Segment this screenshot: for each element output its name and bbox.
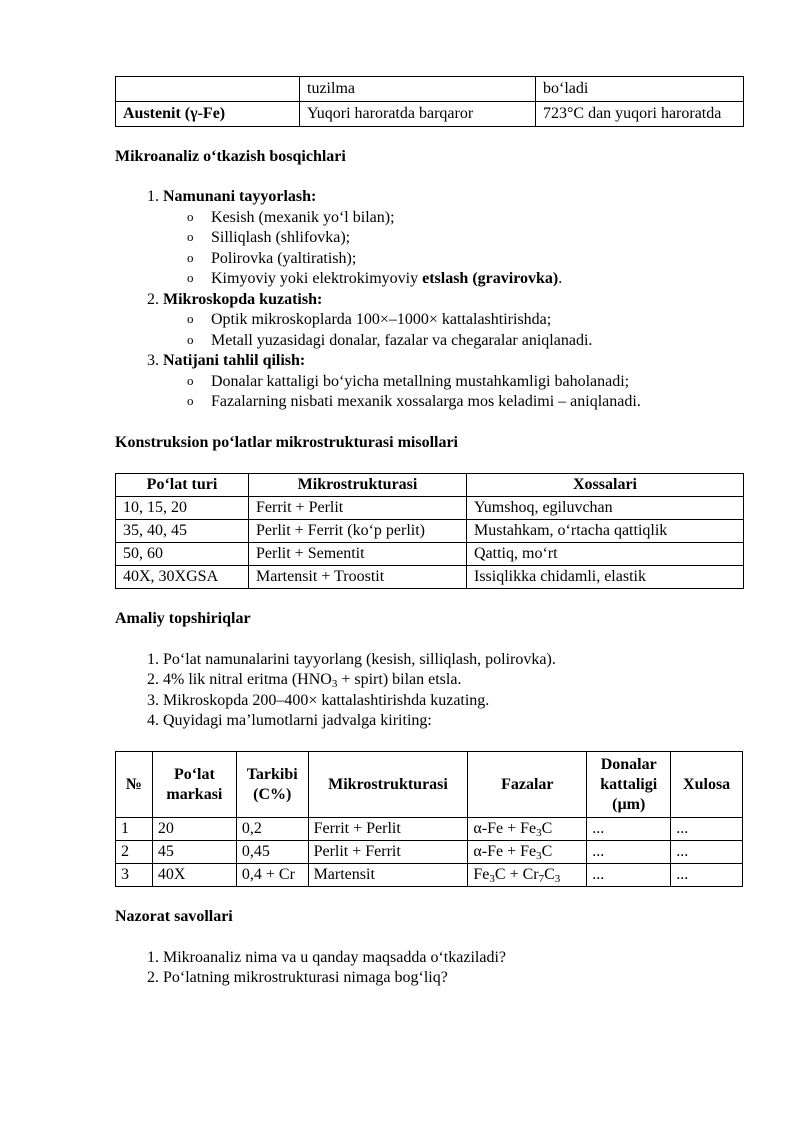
table-cell: Martensit: [308, 864, 468, 887]
table-row: [116, 841, 743, 864]
list-item: [163, 290, 743, 351]
table-cell: [116, 77, 300, 102]
list-item: 2. Po‘latning mikrostrukturasi nimaga bog‘liq?: [163, 968, 743, 988]
subscript: 3: [554, 873, 561, 886]
table-cell: Yuqori haroratda barqaror: [300, 102, 536, 127]
table-cell: bo‘ladi: [536, 77, 744, 102]
subscript: 3: [489, 873, 495, 886]
table-row: [116, 543, 744, 566]
text: 4% lik nitral eritma (HNO: [163, 671, 332, 689]
table-header-row: [116, 474, 744, 497]
table-cell: 20: [152, 818, 236, 841]
table-cell: 0,45: [236, 841, 308, 864]
table-cell: ...: [671, 864, 743, 887]
list-item: o Metall yuzasidagi donalar, fazalar va chegaralar aniqlanadi.: [187, 331, 743, 351]
table-cell: 40X, 30XGSA: [116, 566, 249, 589]
document-page: [115, 76, 743, 989]
text: + spirt) bilan etsla.: [337, 671, 462, 689]
text: α-Fe + Fe: [473, 820, 537, 838]
table-cell: Qattiq, mo‘rt: [467, 543, 744, 566]
table-row: [116, 77, 744, 102]
table-row: [116, 864, 743, 887]
list-item: [163, 351, 743, 412]
austenite-table: [115, 76, 744, 127]
table-cell: 3: [116, 864, 153, 887]
subscript: 3: [536, 850, 542, 863]
list-item: 1. Mikroanaliz nima va u qanday maqsadda o‘tkaziladi?: [163, 948, 743, 968]
table-cell: ...: [671, 818, 743, 841]
section-heading: Mikroanaliz o‘tkazish bosqichlari: [115, 148, 346, 165]
text: Fe: [473, 866, 490, 884]
list-item: o Polirovka (yaltiratish);: [187, 249, 743, 269]
sub-list: [163, 372, 743, 413]
table-cell: 40X: [152, 864, 236, 887]
table-cell: 45: [152, 841, 236, 864]
table-row: [116, 520, 744, 543]
column-header: Fazalar: [468, 752, 587, 818]
table-cell: Ferrit + Perlit: [249, 497, 467, 520]
subscript: 3: [536, 827, 542, 840]
section-heading: Nazorat savollari: [115, 908, 233, 926]
column-header: Mikrostrukturasi: [308, 752, 468, 818]
section-heading: Amaliy topshiriqlar: [115, 610, 251, 628]
column-header: №: [116, 752, 153, 818]
sub-list: [163, 310, 743, 351]
table-row: [116, 818, 743, 841]
table-cell: 0,2: [236, 818, 308, 841]
list-item: o Donalar kattaligi bo‘yicha metallning mustahkamligi baholanadi;: [187, 372, 743, 392]
tasks-list: [115, 650, 743, 732]
list-item: 1. Po‘lat namunalarini tayyorlang (kesish, silliqlash, polirovka).: [163, 650, 743, 670]
text: C + Cr: [494, 866, 539, 884]
table-cell: Austenit (γ-Fe): [116, 102, 300, 127]
table-header-row: [116, 752, 743, 818]
table-cell: ...: [587, 841, 671, 864]
step-title: Mikroskopda kuzatish:: [163, 290, 323, 308]
list-item: [163, 187, 743, 289]
table-cell: Ferrit + Perlit: [308, 818, 468, 841]
table-cell: [468, 818, 587, 841]
questions-list: [115, 948, 743, 989]
text: C: [544, 866, 555, 884]
table-cell: ...: [587, 818, 671, 841]
column-header: Po‘lat turi: [116, 474, 249, 497]
table-cell: Perlit + Ferrit: [308, 841, 468, 864]
text: α-Fe + Fe: [473, 843, 537, 861]
table-row: [116, 102, 744, 127]
table-cell: 1: [116, 818, 153, 841]
results-table: [115, 751, 743, 887]
table-cell: Yumshoq, egiluvchan: [467, 497, 744, 520]
table-cell: Perlit + Ferrit (ko‘p perlit): [249, 520, 467, 543]
table-cell: 0,4 + Cr: [236, 864, 308, 887]
table-cell: Martensit + Troostit: [249, 566, 467, 589]
text: .: [558, 270, 563, 288]
table-cell: Issiqlikka chidamli, elastik: [467, 566, 744, 589]
section-heading: Konstruksion po‘latlar mikrostrukturasi misollari: [115, 433, 458, 451]
table-cell: tuzilma: [300, 77, 536, 102]
table-cell: 723°C dan yuqori haroratda: [536, 102, 744, 127]
column-header: Po‘lat markasi: [152, 752, 236, 818]
list-item: o Kesish (mexanik yo‘l bilan);: [187, 208, 743, 228]
subscript: 7: [538, 873, 545, 886]
column-header: Xulosa: [671, 752, 743, 818]
table-cell: Perlit + Sementit: [249, 543, 467, 566]
text: C: [541, 843, 553, 861]
table-row: [116, 566, 744, 589]
sub-list: [163, 208, 743, 290]
list-item: 3. Mikroskopda 200–400× kattalashtirishda kuzating.: [163, 691, 743, 711]
list-item: [163, 670, 743, 690]
steps-list: [115, 187, 743, 412]
table-cell: 35, 40, 45: [116, 520, 249, 543]
step-title: Natijani tahlil qilish:: [163, 352, 306, 370]
table-cell: ...: [587, 864, 671, 887]
subscript: 3: [331, 678, 338, 691]
table-row: [116, 497, 744, 520]
bold-text: etslash (gravirovka): [422, 270, 559, 288]
table-cell: ...: [671, 841, 743, 864]
list-item: o Fazalarning nisbati mexanik xossalarga mos keladimi – aniqlanadi.: [187, 392, 743, 412]
column-header: Xossalari: [467, 474, 744, 497]
text: Kimyoviy yoki elektrokimyoviy: [211, 270, 423, 288]
step-title: Namunani tayyorlash:: [163, 188, 317, 206]
steel-examples-table: [115, 473, 744, 589]
table-cell: 10, 15, 20: [116, 497, 249, 520]
list-item: 4. Quyidagi ma’lumotlarni jadvalga kiriting:: [163, 711, 743, 731]
list-item: o Optik mikroskoplarda 100×–1000× kattalashtirishda;: [187, 310, 743, 330]
table-cell: 2: [116, 841, 153, 864]
list-item: o Silliqlash (shlifovka);: [187, 228, 743, 248]
table-cell: [468, 864, 587, 887]
column-header: Tarkibi (C%): [236, 752, 308, 818]
column-header: Mikrostrukturasi: [249, 474, 467, 497]
text: C: [541, 820, 553, 838]
table-cell: Mustahkam, o‘rtacha qattiqlik: [467, 520, 744, 543]
table-cell: 50, 60: [116, 543, 249, 566]
column-header: Donalar kattaligi (µm): [587, 752, 671, 818]
list-item: [187, 269, 743, 289]
table-cell: [468, 841, 587, 864]
